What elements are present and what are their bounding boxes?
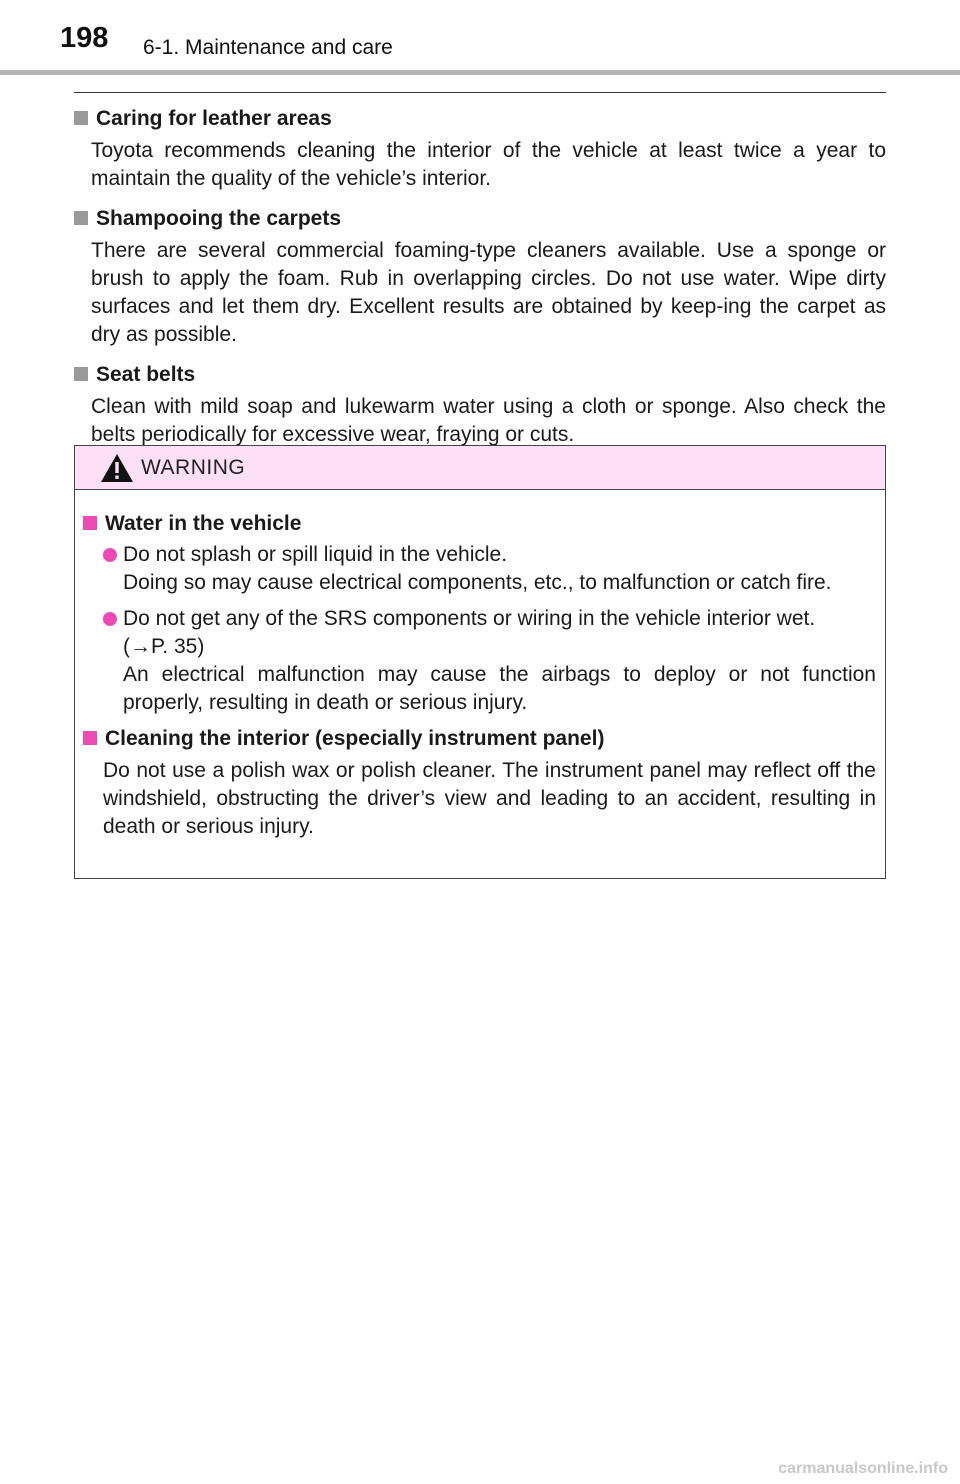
square-bullet-icon bbox=[83, 516, 97, 530]
section-heading-leather: Caring for leather areas bbox=[74, 105, 886, 133]
warning-title: WARNING bbox=[141, 456, 246, 479]
section-text-leather: Toyota recommends cleaning the interior of the vehicle at least twice a year to maintain the quality of the vehicle’s interior. bbox=[91, 139, 886, 190]
warning-header bbox=[75, 446, 885, 490]
round-bullet-icon bbox=[103, 612, 117, 626]
warning-box bbox=[74, 445, 886, 879]
page-header bbox=[0, 0, 960, 78]
warning-heading-water: Water in the vehicle bbox=[83, 510, 876, 538]
chapter-title: 6-1. Maintenance and care bbox=[143, 36, 393, 59]
round-bullet-icon bbox=[103, 548, 117, 562]
square-bullet-icon bbox=[74, 211, 88, 225]
square-bullet-icon bbox=[74, 367, 88, 381]
warning-text-cleaning: Do not use a polish wax or polish cleaner. The instrument panel may reflect off the windshield, obstructing the driver’s view and leading to an accident, resulting in death or serious injury. bbox=[103, 759, 876, 838]
page-reference-link[interactable]: (→P. 35) bbox=[123, 635, 205, 658]
square-bullet-icon bbox=[83, 731, 97, 745]
section-text-seat-belts: Clean with mild soap and lukewarm water using a cloth or sponge. Also check the belts periodically for excessive wear, fraying or cuts. bbox=[91, 395, 886, 446]
section-heading-seat-belts: Seat belts bbox=[74, 361, 886, 389]
warning-body bbox=[75, 490, 885, 841]
page-number: 198 bbox=[60, 22, 109, 54]
warning-heading-cleaning: Cleaning the interior (especially instrument panel) bbox=[83, 725, 876, 753]
warning-bullet-liquid: Do not splash or spill liquid in the vehicle. Doing so may cause electrical components, etc., to malfunction or catch fire. bbox=[103, 541, 876, 597]
warning-bullet-srs: Do not get any of the SRS components or wiring in the vehicle interior wet. (→P. 35) An electrical malfunction may cause the airbags to deploy or not function properly, resulting in death or serious injury. bbox=[103, 605, 876, 717]
watermark: carmanualsonline.info bbox=[778, 1460, 948, 1477]
header-divider bbox=[0, 70, 960, 75]
section-heading-carpets: Shampooing the carpets bbox=[74, 205, 886, 233]
warning-triangle-icon bbox=[100, 453, 134, 483]
square-bullet-icon bbox=[74, 111, 88, 125]
main-content bbox=[74, 92, 886, 461]
section-text-carpets: There are several commercial foaming-type cleaners available. Use a sponge or brush to apply the foam. Rub in overlapping circles. Do not use water. Wipe dirty surfaces and let them dry. Excellent results are obtained by keep-ing the carpet as dry as possible. bbox=[91, 239, 886, 346]
